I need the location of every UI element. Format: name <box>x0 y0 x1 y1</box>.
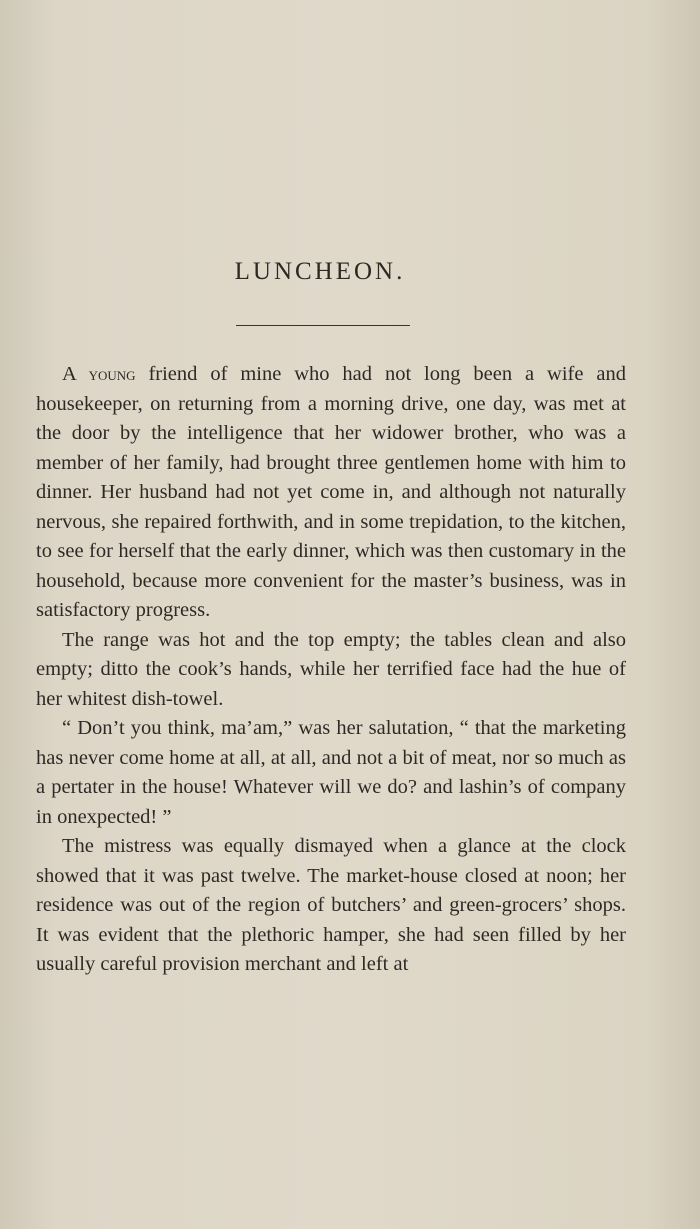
paragraph-1-initial: A <box>62 363 89 385</box>
title-rule <box>236 325 410 326</box>
paragraph-4: The mistress was equally dismayed when a glance at the clock showed that it was past twelve. The market-house closed at noon; her residence was out of the region of butchers’ and green-grocers’ shops. It was evident that the plethoric hamper, she had seen filled by her usually careful provision merchant and left at <box>36 835 626 975</box>
paragraph-3: “ Don’t you think, ma’am,” was her salutation, “ that the marketing has never come home at all, at all, and not a bit of meat, nor so much as a pertater in the house! Whatever will we do? and lashin’s of company in onexpected! ” <box>36 717 626 828</box>
paragraph-1-smallcaps: young <box>88 364 136 384</box>
chapter-title: LUNCHEON. <box>234 258 406 285</box>
paragraph-1 <box>36 360 626 626</box>
body-text <box>36 360 626 980</box>
paragraph-2: The range was hot and the top empty; the tables clean and also empty; ditto the cook’s hands, while her terrified face had the hue of her whitest dish-towel. <box>36 628 626 710</box>
paragraph-1-text: friend of mine who had not long been a wife and housekeeper, on returning from a morning drive, one day, was met at the door by the intelligence that her widower brother, who was a member of her family, had brought three gentlemen home with him to dinner. Her husband had not yet come in, and although not naturally nervous, she repaired forthwith, and in some trepidation, to the kitchen, to see for herself that the early dinner, which was then customary in the household, because more convenient for the master’s business, was in satisfactory progress. <box>36 363 626 621</box>
